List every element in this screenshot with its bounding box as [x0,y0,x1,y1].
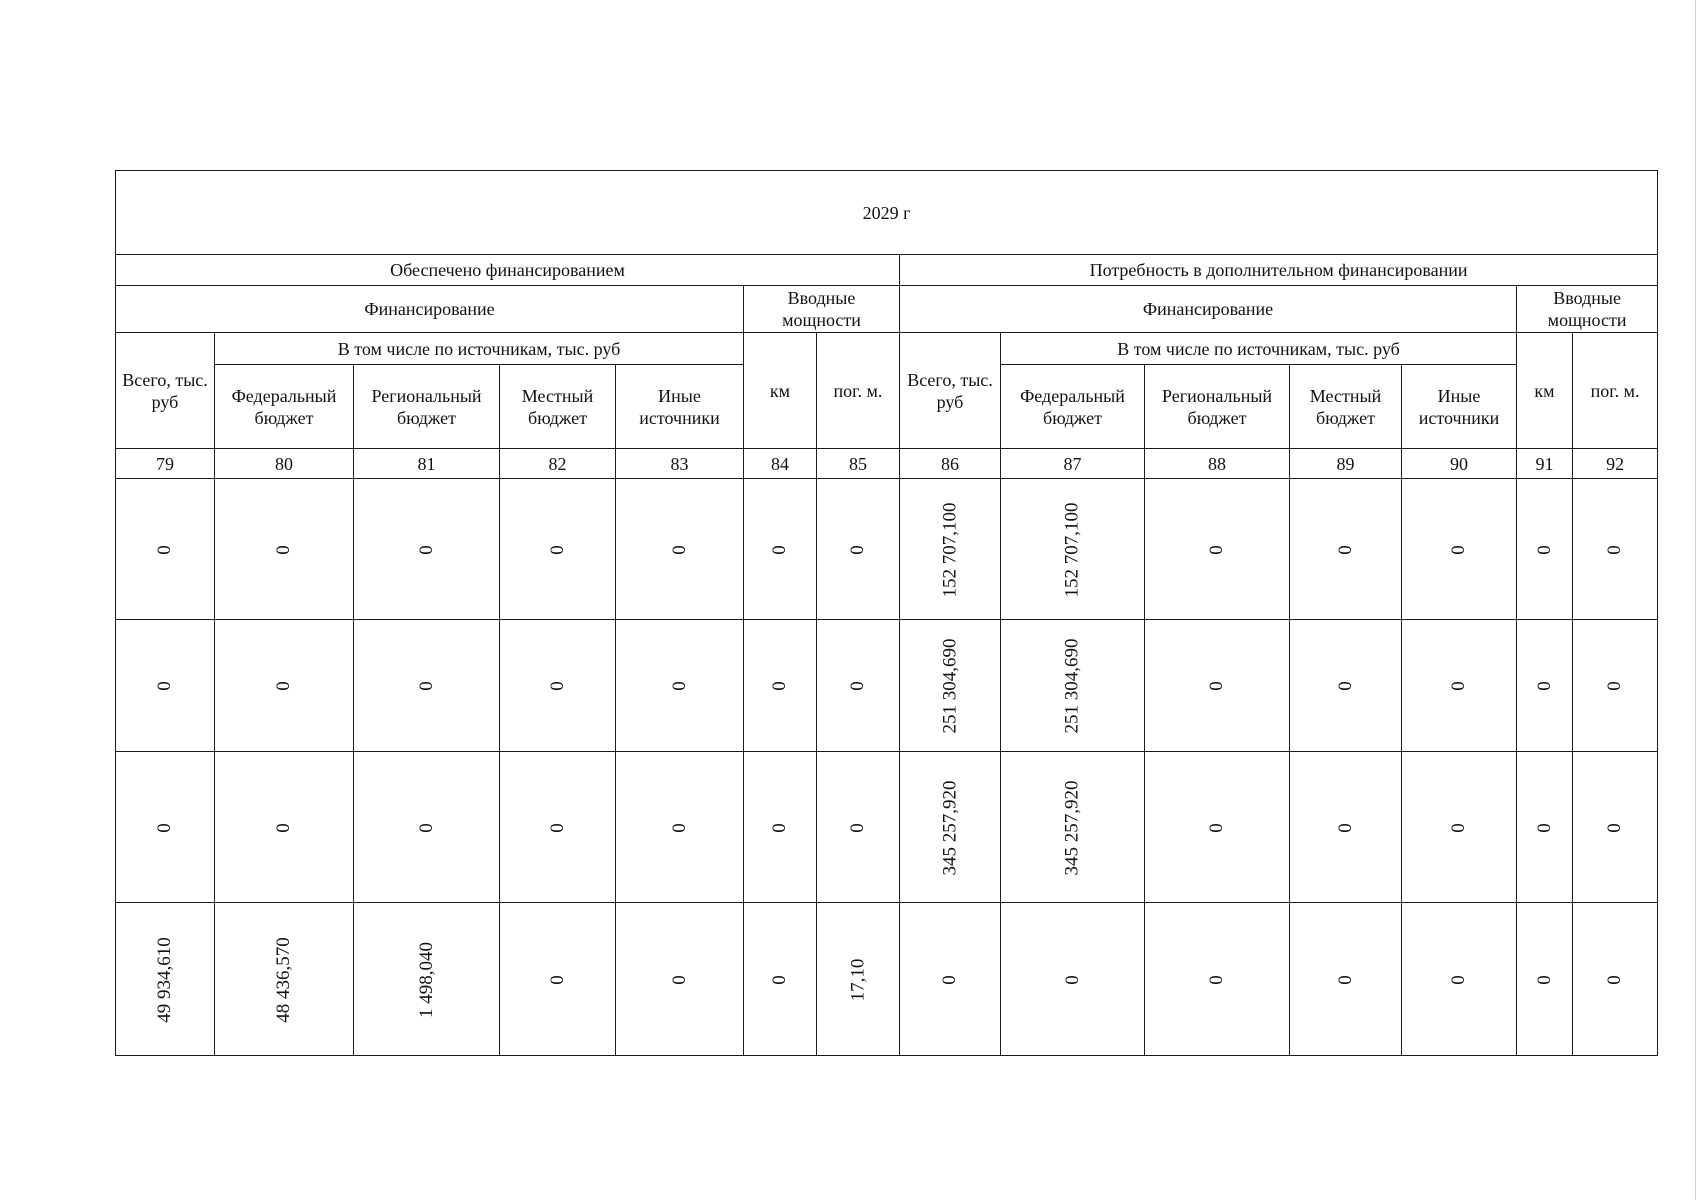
table-cell: 0 [354,479,500,620]
table-cell: 0 [1290,479,1402,620]
table-cell: 0 [817,479,900,620]
table-cell: 152 707,100 [1001,479,1145,620]
table-cell: 0 [1573,752,1658,903]
capacity-header: Вводные мощности [744,286,900,333]
capacity-header: Вводные мощности [1517,286,1658,333]
table-cell: 0 [354,752,500,903]
table-cell: 0 [744,752,817,903]
column-number: 85 [817,449,900,479]
col-pm-header: пог. м. [1573,333,1658,449]
column-number: 88 [1145,449,1290,479]
table-cell: 0 [1290,620,1402,752]
table-row [116,479,1658,620]
table-cell: 0 [500,479,616,620]
table-cell: 251 304,690 [900,620,1001,752]
by-source-header: В том числе по источникам, тыс. руб [215,333,744,365]
table-cell: 48 436,570 [215,903,354,1056]
col-total-header: Всего, тыс. руб [116,333,215,449]
table-row [116,620,1658,752]
col-other-header: Иные источники [616,365,744,449]
table-cell: 152 707,100 [900,479,1001,620]
table-cell: 0 [1517,903,1573,1056]
column-number: 92 [1573,449,1658,479]
table-cell: 0 [1402,479,1517,620]
table-cell: 0 [1517,752,1573,903]
column-number: 91 [1517,449,1573,479]
col-local-header: Местный бюджет [1290,365,1402,449]
table-cell: 345 257,920 [900,752,1001,903]
table-cell: 0 [1290,903,1402,1056]
col-regional-header: Региональный бюджет [354,365,500,449]
column-number: 81 [354,449,500,479]
col-local-header: Местный бюджет [500,365,616,449]
table-cell: 0 [1145,903,1290,1056]
financing-table [115,170,1658,1056]
table-cell: 0 [500,752,616,903]
table-cell: 345 257,920 [1001,752,1145,903]
table-cell: 0 [616,620,744,752]
year-header: 2029 г [116,171,1658,255]
table-cell: 0 [1517,620,1573,752]
table-cell: 0 [1573,479,1658,620]
table-cell: 0 [1145,752,1290,903]
col-federal-header: Федеральный бюджет [215,365,354,449]
table-cell: 1 498,040 [354,903,500,1056]
table-cell: 0 [1402,903,1517,1056]
funding-header: Финансирование [900,286,1517,333]
col-total-header: Всего, тыс. руб [900,333,1001,449]
group-additional-header: Потребность в дополнительном финансировании [900,255,1658,286]
table-cell: 0 [215,752,354,903]
column-number: 79 [116,449,215,479]
column-number: 87 [1001,449,1145,479]
col-regional-header: Региональный бюджет [1145,365,1290,449]
table-cell: 251 304,690 [1001,620,1145,752]
table-cell: 0 [1517,479,1573,620]
table-cell: 0 [817,752,900,903]
by-source-header: В том числе по источникам, тыс. руб [1001,333,1517,365]
table-cell: 0 [616,903,744,1056]
col-pm-header: пог. м. [817,333,900,449]
col-other-header: Иные источники [1402,365,1517,449]
column-number: 82 [500,449,616,479]
group-secured-header: Обеспечено финансированием [116,255,900,286]
table-cell: 0 [1145,479,1290,620]
table-cell: 0 [817,620,900,752]
column-number: 86 [900,449,1001,479]
table-cell: 0 [900,903,1001,1056]
table-row [116,752,1658,903]
column-number: 84 [744,449,817,479]
table-cell: 17,10 [817,903,900,1056]
table-cell: 0 [616,752,744,903]
table-cell: 0 [1573,620,1658,752]
table-cell: 0 [744,479,817,620]
column-number: 83 [616,449,744,479]
table-cell: 0 [1573,903,1658,1056]
funding-header: Финансирование [116,286,744,333]
table-cell: 0 [215,479,354,620]
table-cell: 0 [1402,752,1517,903]
table-cell: 0 [1145,620,1290,752]
table-cell: 0 [215,620,354,752]
table-cell: 0 [354,620,500,752]
column-number: 90 [1402,449,1517,479]
table-cell: 0 [616,479,744,620]
table-cell: 0 [116,752,215,903]
column-number: 89 [1290,449,1402,479]
table-cell: 0 [116,479,215,620]
table-cell: 0 [1001,903,1145,1056]
table-cell: 0 [744,620,817,752]
col-federal-header: Федеральный бюджет [1001,365,1145,449]
column-numbers-row [116,449,1658,479]
table-cell: 0 [744,903,817,1056]
table-cell: 0 [1402,620,1517,752]
table-cell: 0 [500,903,616,1056]
table-cell: 0 [500,620,616,752]
table-cell: 49 934,610 [116,903,215,1056]
table-cell: 0 [116,620,215,752]
table-cell: 0 [1290,752,1402,903]
table-row [116,903,1658,1056]
col-km-header: км [744,333,817,449]
column-number: 80 [215,449,354,479]
col-km-header: км [1517,333,1573,449]
